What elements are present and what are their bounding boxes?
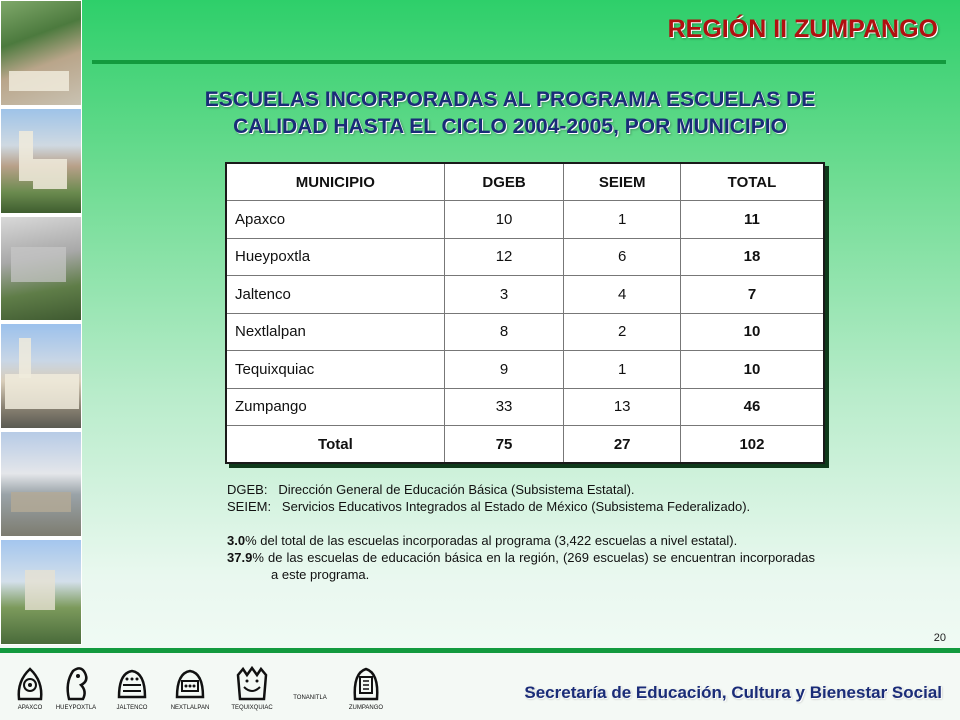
cell-municipio: Nextlalpan xyxy=(226,313,444,351)
footer-glyph-zumpango xyxy=(336,663,396,711)
column-header-dgeb: DGEB xyxy=(444,163,564,201)
cell-total-seiem: 27 xyxy=(564,426,681,464)
cell-municipio: Apaxco xyxy=(226,201,444,239)
notes xyxy=(227,481,815,583)
column-header-total: TOTAL xyxy=(680,163,824,201)
jaltenco-glyph-icon xyxy=(115,663,149,703)
cell-total: 18 xyxy=(680,238,824,276)
cell-municipio: Hueypoxtla xyxy=(226,238,444,276)
footer-label-zumpango: ZUMPANGO xyxy=(348,705,384,711)
page-title-line2: CALIDAD HASTA EL CICLO 2004-2005, POR MUNICIPIO xyxy=(233,115,787,138)
note-dgeb-key: DGEB: xyxy=(227,482,268,497)
photo-strip xyxy=(0,0,82,645)
note-seiem-text: Servicios Educativos Integrados al Estado de México (Subsistema Federalizado). xyxy=(281,499,751,514)
photo-town-hall xyxy=(0,323,82,429)
note-percent-region xyxy=(227,549,815,583)
cell-total: 10 xyxy=(680,351,824,389)
cell-total-label: Total xyxy=(226,426,444,464)
cell-seiem: 1 xyxy=(564,201,681,239)
cell-total: 11 xyxy=(680,201,824,239)
tequixquiac-glyph-icon xyxy=(235,663,269,703)
page-title xyxy=(130,86,890,140)
table-row xyxy=(226,238,824,276)
table-total-row xyxy=(226,426,824,464)
table-row xyxy=(226,313,824,351)
cell-municipio: Jaltenco xyxy=(226,276,444,314)
hueypoxtla-glyph-icon xyxy=(59,663,93,703)
page-number: 20 xyxy=(933,632,946,644)
ministry-name: Secretaría de Educación, Cultura y Bienestar Social xyxy=(524,683,942,702)
column-header-seiem: SEIEM xyxy=(564,163,681,201)
footer-glyph-nextlalpan xyxy=(160,663,220,711)
footer xyxy=(0,653,960,720)
table-row xyxy=(226,351,824,389)
nextlalpan-glyph-icon xyxy=(173,663,207,703)
cell-total: 7 xyxy=(680,276,824,314)
note-seiem-key: SEIEM: xyxy=(227,499,272,514)
footer-label-nextlalpan: NEXTLALPAN xyxy=(170,705,210,711)
footer-glyph-hueypoxtla xyxy=(46,663,106,711)
cell-dgeb: 9 xyxy=(444,351,564,389)
footer-label-jaltenco: JALTENCO xyxy=(116,705,148,711)
cell-municipio: Zumpango xyxy=(226,388,444,426)
column-header-municipio: MUNICIPIO xyxy=(226,163,444,201)
footer-glyph-tequixquiac xyxy=(222,663,282,711)
photo-church xyxy=(0,108,82,214)
table-row xyxy=(226,201,824,239)
photo-archway xyxy=(0,216,82,322)
table-row xyxy=(226,276,824,314)
photo-street xyxy=(0,431,82,537)
cell-dgeb: 3 xyxy=(444,276,564,314)
note-percent-region-text: % de las escuelas de educación básica en la región, (269 escuelas) se encuentran incorporadas a este programa. xyxy=(252,550,815,582)
cell-municipio: Tequixquiac xyxy=(226,351,444,389)
cell-seiem: 13 xyxy=(564,388,681,426)
footer-glyph-jaltenco xyxy=(102,663,162,711)
photo-kiosk xyxy=(0,539,82,645)
apaxco-glyph-icon xyxy=(13,663,47,703)
cell-total: 46 xyxy=(680,388,824,426)
cell-total-total: 102 xyxy=(680,426,824,464)
top-divider xyxy=(92,60,946,64)
cell-dgeb: 12 xyxy=(444,238,564,276)
footer-label-apaxco: APAXCO xyxy=(17,705,43,711)
note-percent-state-text: % del total de las escuelas incorporadas al programa (3,422 escuelas a nivel estatal). xyxy=(245,533,738,548)
table-row xyxy=(226,388,824,426)
footer-glyph-tonanitla xyxy=(280,663,340,701)
region-title: REGIÓN II ZUMPANGO xyxy=(667,15,938,43)
zumpango-glyph-icon xyxy=(349,663,383,703)
footer-label-hueypoxtla: HUEYPOXTLA xyxy=(55,705,97,711)
note-percent-region-value: 37.9 xyxy=(227,550,253,565)
schools-table xyxy=(225,162,825,464)
cell-seiem: 1 xyxy=(564,351,681,389)
note-dgeb-text: Dirección General de Educación Básica (Subsistema Estatal). xyxy=(278,482,635,497)
table-header-row xyxy=(226,163,824,201)
page-title-line1: ESCUELAS INCORPORADAS AL PROGRAMA ESCUELAS DE xyxy=(204,88,816,111)
note-dgeb xyxy=(227,481,815,498)
cell-seiem: 2 xyxy=(564,313,681,351)
cell-dgeb: 8 xyxy=(444,313,564,351)
note-seiem xyxy=(227,498,815,515)
cell-seiem: 6 xyxy=(564,238,681,276)
note-percent-state xyxy=(227,532,815,549)
cell-dgeb: 33 xyxy=(444,388,564,426)
footer-label-tonanitla: TONANITLA xyxy=(293,695,327,701)
photo-plaza xyxy=(0,0,82,106)
cell-total: 10 xyxy=(680,313,824,351)
cell-seiem: 4 xyxy=(564,276,681,314)
note-percent-state-value: 3.0 xyxy=(227,533,246,548)
cell-total-dgeb: 75 xyxy=(444,426,564,464)
footer-label-tequixquiac: TEQUIXQUIAC xyxy=(231,705,273,711)
cell-dgeb: 10 xyxy=(444,201,564,239)
